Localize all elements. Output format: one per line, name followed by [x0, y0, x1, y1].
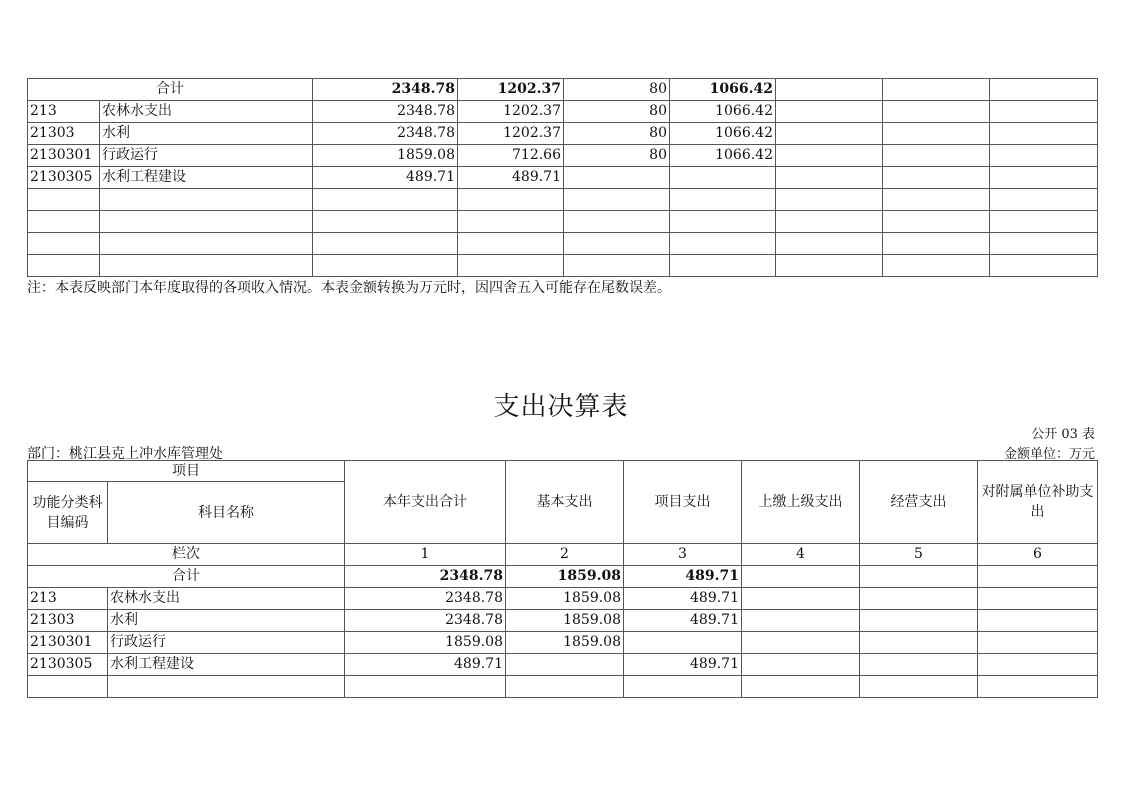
total-label: 合计	[28, 79, 313, 101]
subject-code: 21303	[28, 123, 100, 145]
table-row: 21303 水利 2348.78 1859.08 489.71	[28, 610, 1098, 632]
empty-row	[28, 255, 1098, 277]
table-row: 2130305 水利工程建设 489.71 489.71	[28, 167, 1098, 189]
table-row: 2130305 水利工程建设 489.71 489.71	[28, 654, 1098, 676]
empty-row	[28, 676, 1098, 698]
subject-name: 行政运行	[100, 145, 313, 167]
subject-code: 2130301	[28, 145, 100, 167]
subject-name: 农林水支出	[108, 588, 345, 610]
header-col: 基本支出	[506, 461, 624, 544]
total-value: 80	[564, 79, 670, 101]
empty-row	[28, 233, 1098, 255]
table-row: 2130301 行政运行 1859.08 1859.08	[28, 632, 1098, 654]
total-value: 2348.78	[313, 79, 458, 101]
header-col: 上缴上级支出	[742, 461, 860, 544]
department-label: 部门：桃江县克上冲水库管理处	[27, 446, 223, 462]
table-note: 注：本表反映部门本年度取得的各项收入情况。本表金额转换为万元时，因四舍五入可能存在尾数误差。	[27, 280, 671, 296]
subject-code: 21303	[28, 610, 108, 632]
subject-name: 水利工程建设	[100, 167, 313, 189]
form-code: 公开 03 表	[1031, 427, 1095, 442]
income-table	[27, 78, 1098, 277]
total-row	[28, 79, 1098, 101]
expenditure-table	[27, 460, 1098, 698]
subject-name: 水利	[100, 123, 313, 145]
header-col: 本年支出合计	[345, 461, 506, 544]
column-number-row: 栏次 1 2 3 4 5 6	[28, 544, 1098, 566]
subject-name: 行政运行	[108, 632, 345, 654]
total-value: 1202.37	[458, 79, 564, 101]
header-col: 项目支出	[624, 461, 742, 544]
table-row: 213 农林水支出 2348.78 1202.37 80 1066.42	[28, 101, 1098, 123]
table-row: 21303 水利 2348.78 1202.37 80 1066.42	[28, 123, 1098, 145]
empty-row	[28, 211, 1098, 233]
subject-name: 水利	[108, 610, 345, 632]
unit-label: 金额单位：万元	[1003, 447, 1095, 462]
header-col: 经营支出	[860, 461, 978, 544]
header-name: 科目名称	[108, 482, 345, 544]
subject-code: 2130305	[28, 654, 108, 676]
total-row: 合计 2348.78 1859.08 489.71	[28, 566, 1098, 588]
page-title: 支出决算表	[493, 392, 629, 422]
total-label: 合计	[28, 566, 345, 588]
table-row: 213 农林水支出 2348.78 1859.08 489.71	[28, 588, 1098, 610]
subject-code: 213	[28, 101, 100, 123]
table-row: 2130301 行政运行 1859.08 712.66 80 1066.42	[28, 145, 1098, 167]
empty-row	[28, 189, 1098, 211]
subject-code: 2130301	[28, 632, 108, 654]
total-value: 1066.42	[670, 79, 776, 101]
subject-name: 水利工程建设	[108, 654, 345, 676]
subject-code: 213	[28, 588, 108, 610]
subject-name: 农林水支出	[100, 101, 313, 123]
header-code: 功能分类科目编码	[28, 482, 108, 544]
subject-code: 2130305	[28, 167, 100, 189]
header-item: 项目	[28, 461, 345, 482]
header-col: 对附属单位补助支出	[978, 461, 1098, 544]
